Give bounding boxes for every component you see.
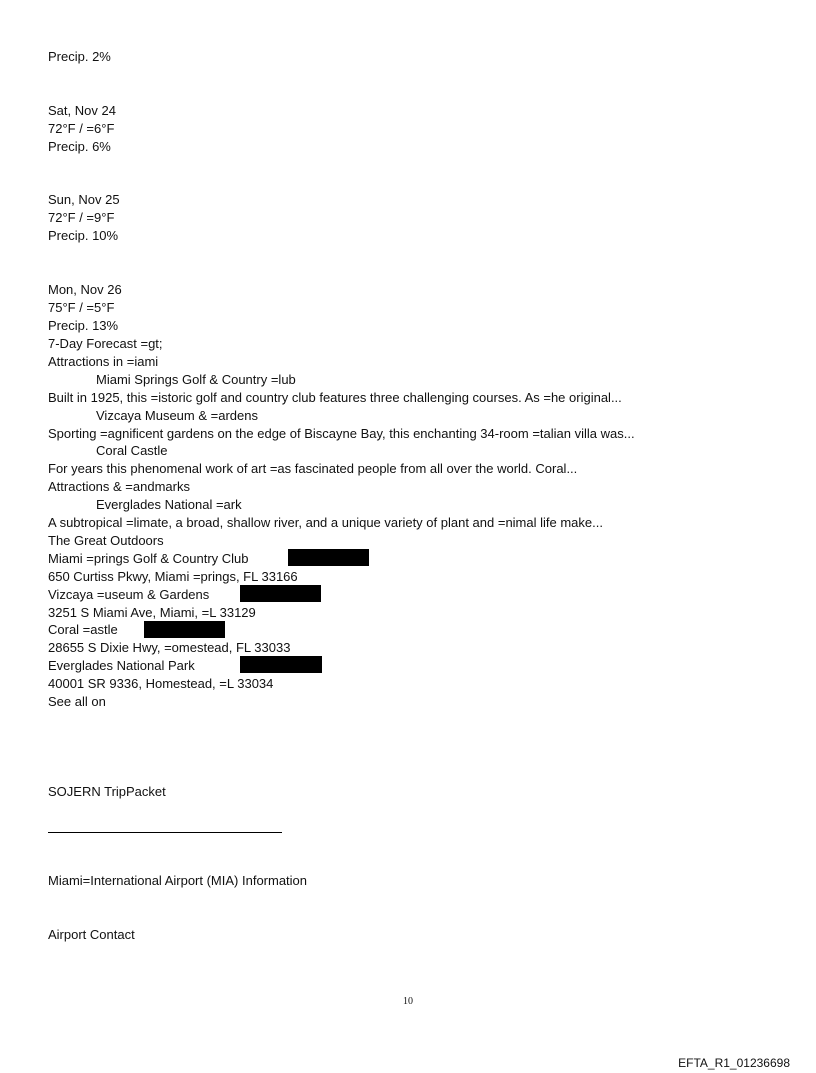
redaction-block — [240, 656, 322, 673]
page-number: 10 — [403, 996, 413, 1007]
attractions-heading: Attractions in =iami — [48, 354, 159, 369]
place-address: 3251 S Miami Ave, Miami, =L 33129 — [48, 605, 256, 620]
weather-temp: 72°F / =6°F — [48, 121, 115, 136]
weather-precip: Precip. 13% — [48, 318, 119, 333]
airport-info-heading: Miami=International Airport (MIA) Information — [48, 873, 308, 888]
document-id: EFTA_R1_01236698 — [678, 1056, 790, 1070]
outdoors-heading: The Great Outdoors — [48, 533, 164, 548]
attraction-description: For years this phenomenal work of art =as fascinated people from all over the world. Coral... — [48, 461, 578, 476]
weather-precip: Precip. 6% — [48, 139, 111, 154]
landmark-name[interactable]: Everglades National =ark — [96, 497, 242, 512]
brand-title: SOJERN TripPacket — [48, 784, 166, 799]
divider — [48, 832, 282, 833]
place-name[interactable]: Vizcaya =useum & Gardens — [48, 587, 210, 602]
see-all-link[interactable]: See all on — [48, 694, 106, 709]
place-name[interactable]: Coral =astle — [48, 622, 118, 637]
attraction-name[interactable]: Coral Castle — [96, 443, 168, 458]
place-address: 40001 SR 9336, Homestead, =L 33034 — [48, 676, 274, 691]
weather-day: Sat, Nov 24 — [48, 103, 116, 118]
attraction-description: Built in 1925, this =istoric golf and country club features three challenging courses. As =he original... — [48, 390, 622, 405]
redaction-block — [288, 549, 369, 566]
place-address: 28655 S Dixie Hwy, =omestead, FL 33033 — [48, 640, 291, 655]
weather-day: Mon, Nov 26 — [48, 282, 122, 297]
forecast-link[interactable]: 7-Day Forecast =gt; — [48, 336, 163, 351]
airport-contact-heading: Airport Contact — [48, 927, 135, 942]
redaction-block — [240, 585, 321, 602]
redaction-block — [144, 621, 225, 638]
landmarks-heading: Attractions & =andmarks — [48, 479, 190, 494]
weather-temp: 72°F / =9°F — [48, 210, 115, 225]
weather-precip: Precip. 10% — [48, 228, 119, 243]
weather-precip: Precip. 2% — [48, 49, 111, 64]
attraction-name[interactable]: Vizcaya Museum & =ardens — [96, 408, 258, 423]
weather-day: Sun, Nov 25 — [48, 192, 120, 207]
weather-temp: 75°F / =5°F — [48, 300, 115, 315]
place-address: 650 Curtiss Pkwy, Miami =prings, FL 33166 — [48, 569, 298, 584]
landmark-description: A subtropical =limate, a broad, shallow river, and a unique variety of plant and =nimal life make... — [48, 515, 603, 530]
attraction-name[interactable]: Miami Springs Golf & Country =lub — [96, 372, 296, 387]
attraction-description: Sporting =agnificent gardens on the edge of Biscayne Bay, this enchanting 34-room =talian villa was... — [48, 426, 635, 441]
place-name[interactable]: Miami =prings Golf & Country Club — [48, 551, 249, 566]
place-name[interactable]: Everglades National Park — [48, 658, 195, 673]
